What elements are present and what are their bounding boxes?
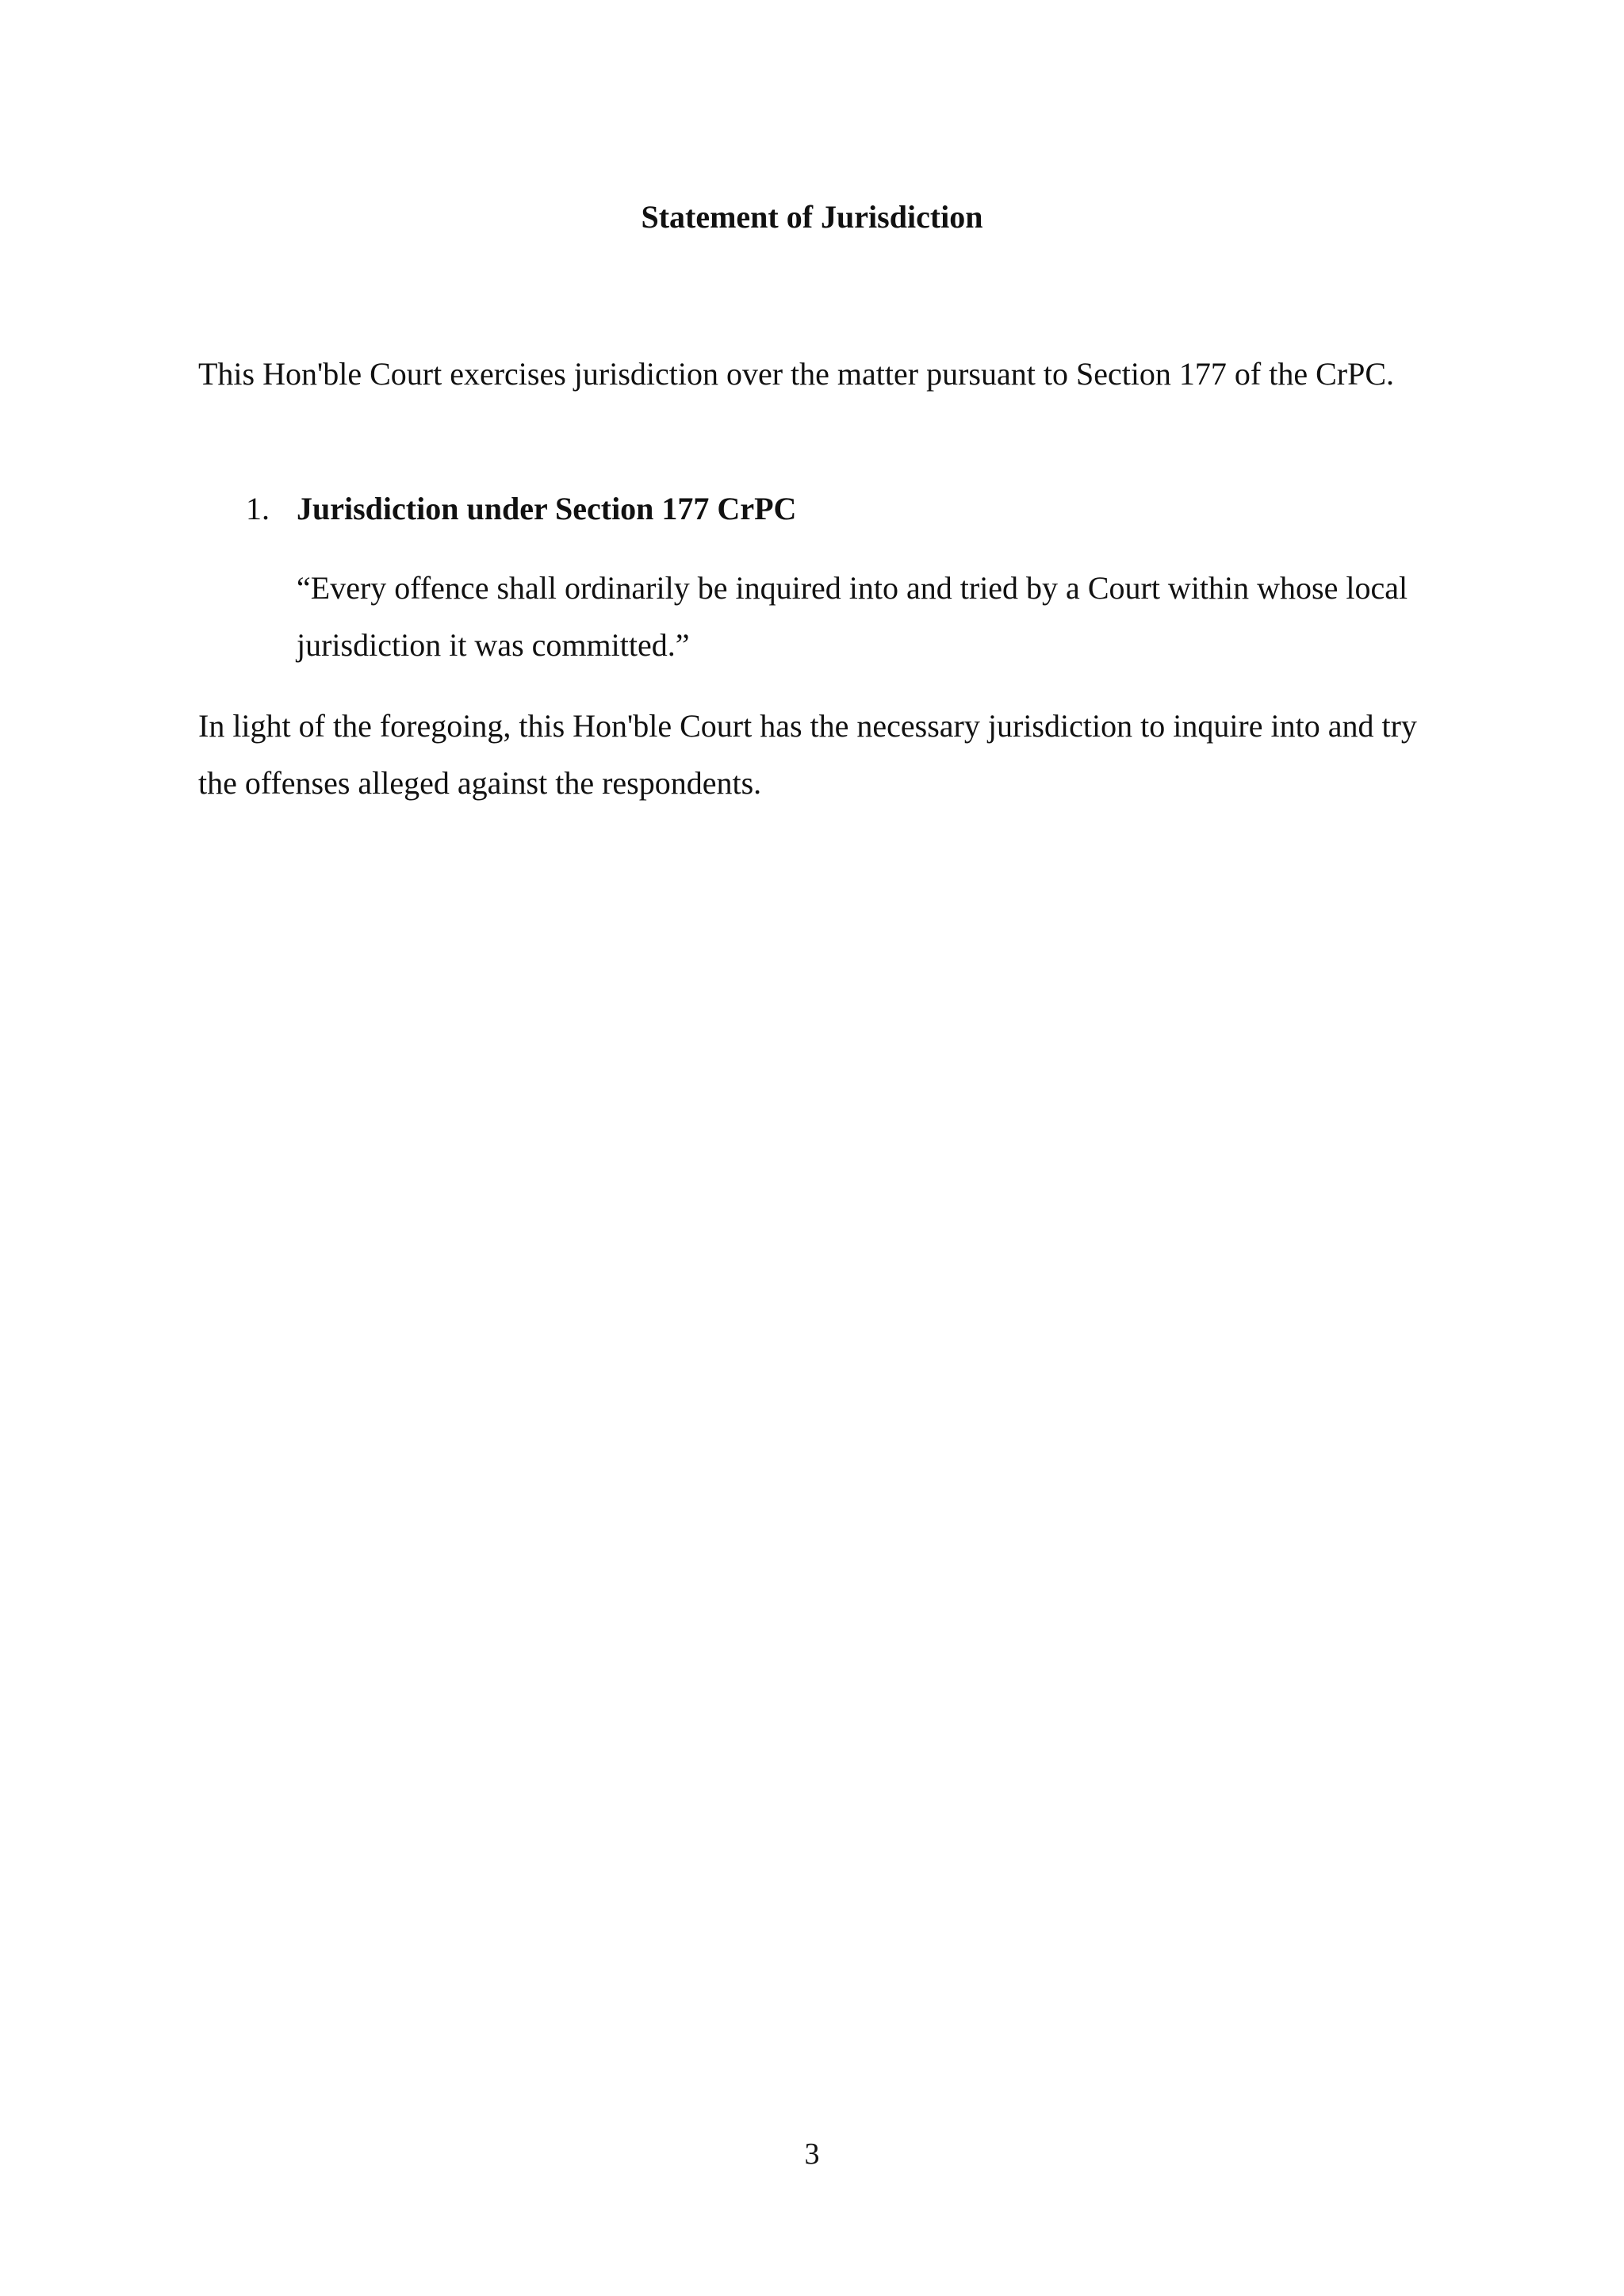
list-item-heading: Jurisdiction under Section 177 CrPC xyxy=(297,491,797,526)
statute-quote: “Every offence shall ordinarily be inquired into and tried by a Court within whose local jurisdiction it was committed.” xyxy=(297,570,1408,663)
list-item-number: 1. xyxy=(246,491,270,526)
page-number: 3 xyxy=(804,2137,820,2171)
list-item xyxy=(246,485,796,533)
page-title: Statement of Jurisdiction xyxy=(641,199,983,235)
conclusion-paragraph: In light of the foregoing, this Hon'ble Court has the necessary jurisdiction to inquire into and try the offenses alleged against the respondents. xyxy=(198,708,1417,801)
intro-paragraph: This Hon'ble Court exercises jurisdiction over the matter pursuant to Section 177 of the CrPC. xyxy=(198,356,1395,392)
